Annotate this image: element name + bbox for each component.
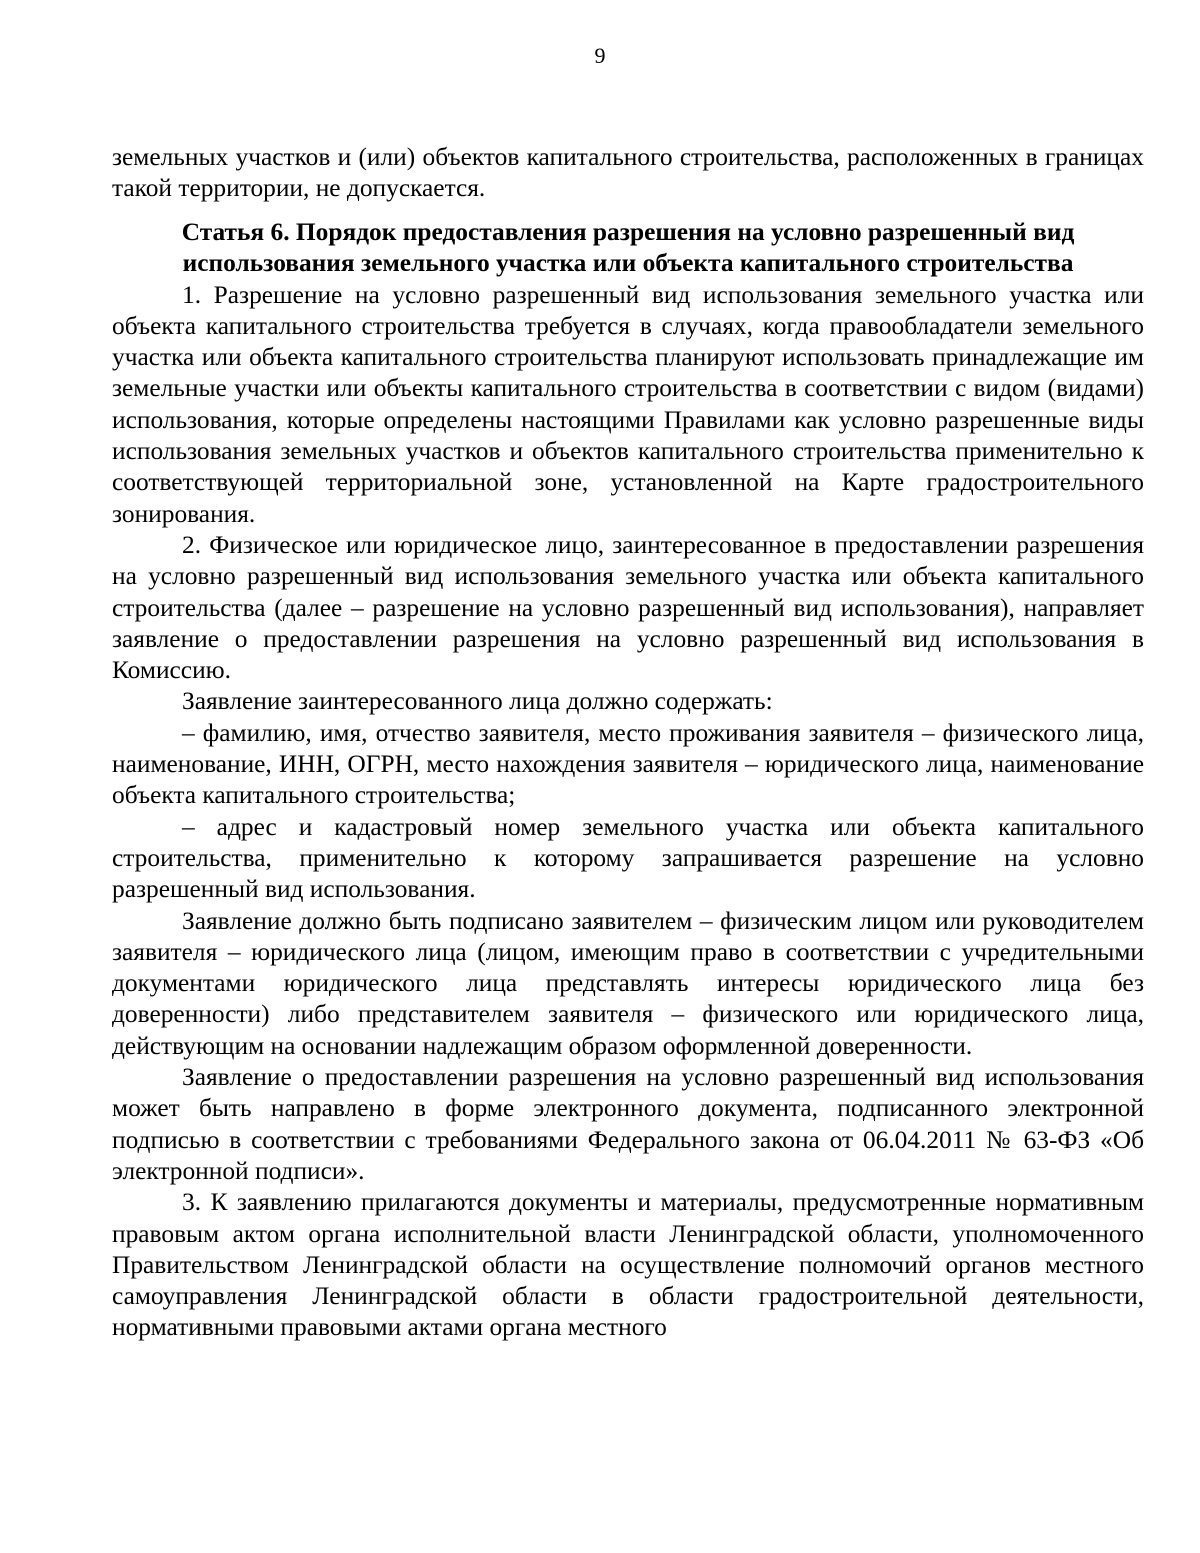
article-heading: Статья 6. Порядок предоставления разрешения на условно разрешенный вид использования земельного участка или объекта капитального строительства [181, 217, 1075, 277]
page-number: 9 [594, 43, 606, 68]
paragraph-item-3: 3. К заявлению прилагаются документы и материалы, предусмотренные нормативным правовым актом органа исполнительной власти Ленинградской области, уполномоченного Правительством Ленинградской области на осуществление полномочий органов местного самоуправления Ленинградской области в области градостроительной деятельности, нормативными правовыми актами органа местного [112, 1188, 1144, 1342]
paragraph-item-1: 1. Разрешение на условно разрешенный вид использования земельного участка или объекта капитального строительства требуется в случаях, когда правообладатели земельного участка или объекта капитального строительства планируют использовать принадлежащие им земельные участки или объекты капитального строительства в соответствии с видом (видами) использования, которые определены настоящими Правилами как условно разрешенные виды использования земельных участков и объектов капитального строительства применительно к соответствующей территориальной зоне, установленной на Карте градостроительного зонирования. [112, 280, 1144, 528]
paragraph-electronic: Заявление о предоставлении разрешения на условно разрешенный вид использования может быть направлено в форме электронного документа, подписанного электронной подписью в соответствии с требованиями Федерального закона от 06.04.2011 № 63-ФЗ «Об электронной подписи». [112, 1063, 1144, 1185]
paragraph-application-contents: Заявление заинтересованного лица должно содержать: [182, 687, 773, 716]
paragraph-item-2: 2. Физическое или юридическое лицо, заинтересованное в предоставлении разрешения на условно разрешенный вид использования земельного участка или объекта капитального строительства (далее – разрешение на условно разрешенный вид использования), направляет заявление о предоставлении разрешения на условно разрешенный вид использования в Комиссию. [112, 530, 1144, 685]
list-item-applicant-details: – фамилию, имя, отчество заявителя, место проживания заявителя – физического лица, наименование, ИНН, ОГРН, место нахождения заявителя – юридического лица, наименование объекта капитального строительства; [112, 718, 1144, 810]
document-body [112, 142, 1144, 1344]
paragraph-signature: Заявление должно быть подписано заявителем – физическим лицом или руководителем заявителя – юридического лица (лицом, имеющим право в соответствии с учредительными документами юридического лица представлять интересы юридического лица без доверенности) либо представителем заявителя – физического или юридического лица, действующим на основании надлежащим образом оформленной доверенности. [112, 906, 1144, 1060]
list-item-address: – адрес и кадастровый номер земельного участка или объекта капитального строительства, применительно к которому запрашивается разрешение на условно разрешенный вид использования. [112, 812, 1144, 904]
paragraph-continuation: земельных участков и (или) объектов капитального строительства, расположенных в границах такой территории, не допускается. [112, 143, 1144, 203]
